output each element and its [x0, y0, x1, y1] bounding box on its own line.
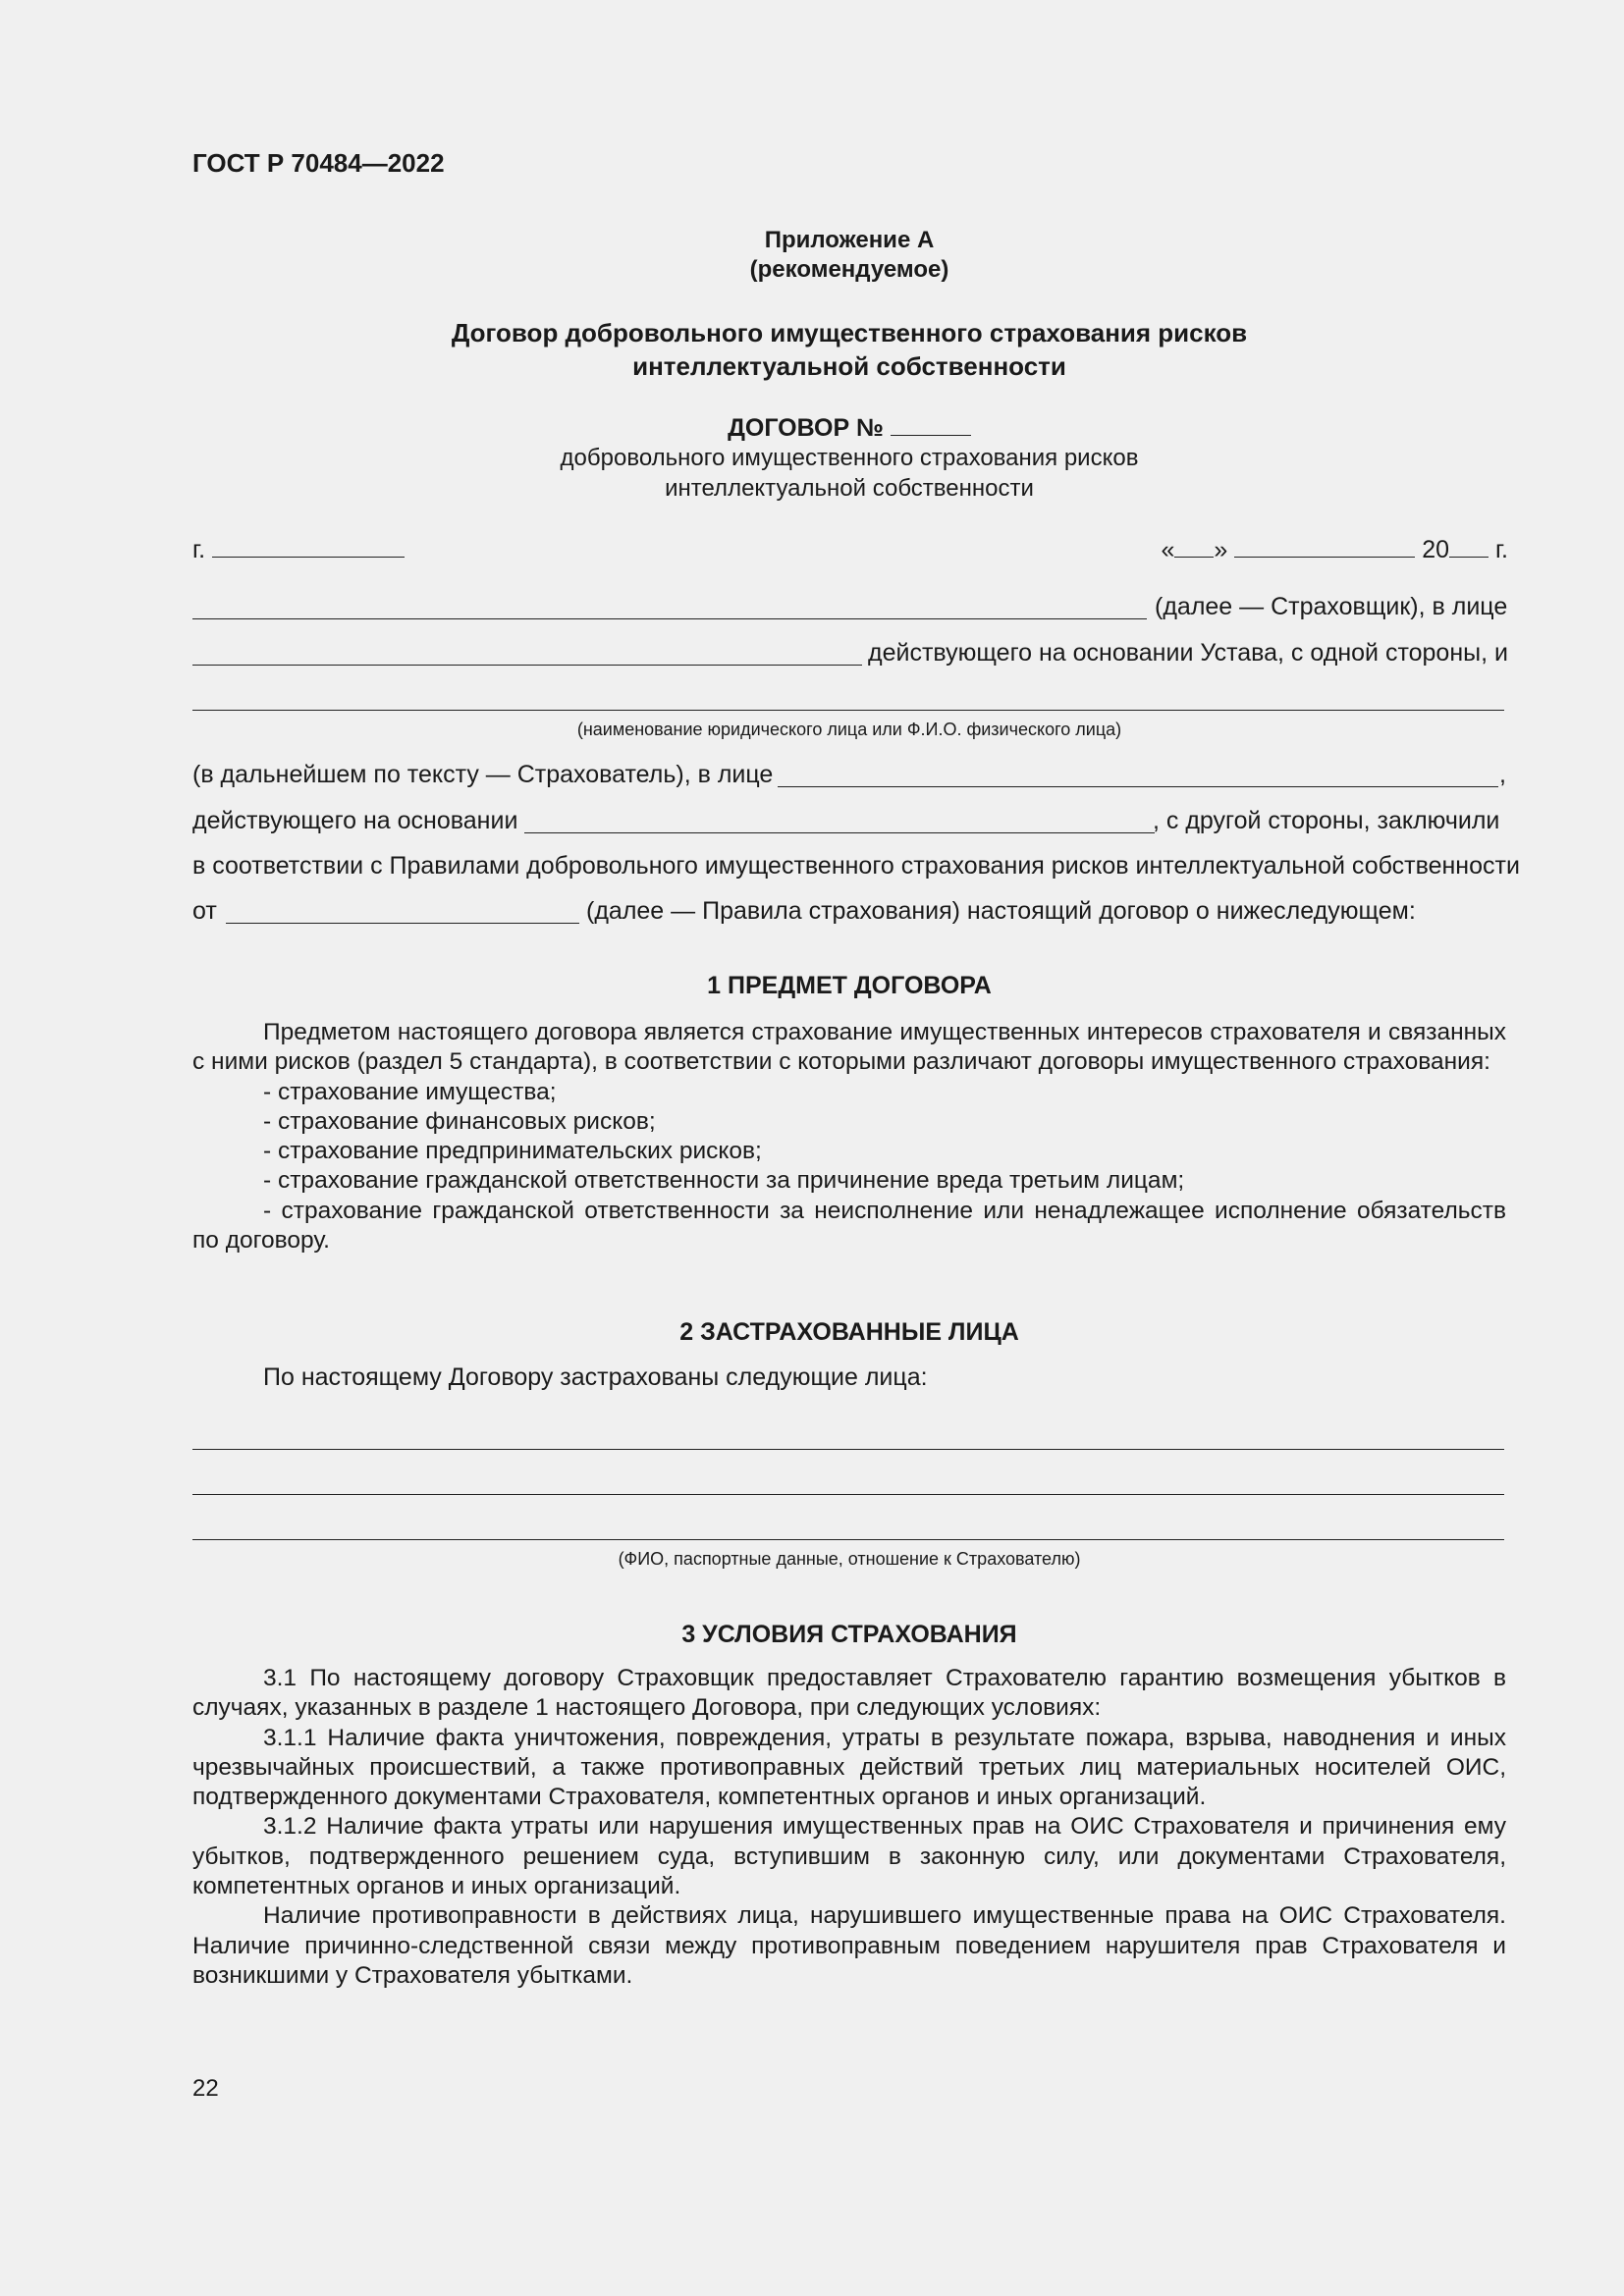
section3-heading: 3 УСЛОВИЯ СТРАХОВАНИЯ [681, 1621, 1017, 1648]
section1-heading: 1 ПРЕДМЕТ ДОГОВОРА [707, 972, 992, 999]
contract-title-line2: интеллектуальной собственности [632, 351, 1066, 381]
section2-heading: 2 ЗАСТРАХОВАННЫЕ ЛИЦА [679, 1318, 1019, 1346]
rules-date-line [226, 923, 579, 924]
insurer-text: (далее — Страховщик), в лице [1155, 593, 1508, 620]
month-blank [1234, 535, 1415, 558]
rules-text: в соответствии с Правилами добровольного имущественного страхования рисков интеллектуальной собственности [192, 852, 1520, 880]
from-text: от [192, 897, 217, 925]
date-open-quote: « [1161, 536, 1175, 563]
contract-number-blank [891, 413, 971, 436]
page-number: 22 [192, 2075, 219, 2102]
section3-paragraph: 3.1 По настоящему договору Страховщик предоставляет Страхователю гарантию возмещения убытков в случаях, указанных в разделе 1 настоящего Договора, при следующих условиях: [192, 1665, 1506, 1722]
section1-item: - страхование гражданской ответственности за причинение вреда третьим лицам; [263, 1167, 1185, 1195]
contract-subtitle-line2: интеллектуальной собственности [665, 475, 1034, 502]
insured-person-line [192, 1494, 1504, 1495]
section3-paragraph: 3.1.2 Наличие факта утраты или нарушения имущественных прав на ОИС Страхователя и причинения ему убытков, подтвержденного решением суда, вступившим в законную силу, или документами Страхователя, компетентных органов и иных организаций. [192, 1813, 1506, 1900]
contract-number-label: ДОГОВОР № [728, 414, 884, 442]
insured-person-line [192, 1539, 1504, 1540]
section1-intro: Предметом настоящего договора является страхование имущественных интересов страхователя и связанных с ними рисков (раздел 5 стандарта), в соответствии с которыми различают договоры имущественного страхования: [192, 1019, 1506, 1076]
insured-representative-line [778, 786, 1498, 787]
city-prefix: г. [192, 536, 206, 563]
other-party-text: , с другой стороны, заключили [1153, 807, 1500, 834]
acting-basis-text: действующего на основании [192, 807, 518, 834]
date-field [1162, 535, 1509, 564]
insured-text: (в дальнейшем по тексту — Страхователь), в лице [192, 761, 774, 788]
standard-designation: ГОСТ Р 70484—2022 [192, 148, 445, 178]
insured-name-line [192, 710, 1504, 711]
year-prefix: 20 [1422, 536, 1450, 563]
insurer-representative-line [192, 665, 862, 666]
date-close-quote: » [1214, 536, 1228, 563]
city-blank [212, 535, 405, 558]
appendix-title: Приложение А [764, 227, 935, 253]
section3-paragraph: Наличие противоправности в действиях лица, нарушившего имущественные права на ОИС Страхователя. Наличие причинно-следственной связи между противоправным поведением нарушителя прав Страхователя и возникшими у Страхователя убытками. [192, 1902, 1506, 1989]
section1-body [192, 1018, 1506, 1255]
section2-hint: (ФИО, паспортные данные, отношение к Страхователю) [618, 1549, 1081, 1569]
section2-intro: По настоящему Договору застрахованы следующие лица: [263, 1363, 928, 1391]
acting-text: действующего на основании Устава, с одной стороны, и [868, 639, 1508, 667]
name-hint: (наименование юридического лица или Ф.И.О. физического лица) [576, 720, 1122, 739]
rules-tail-text: (далее — Правила страхования) настоящий договор о нижеследующем: [586, 897, 1416, 925]
insurer-name-line [192, 618, 1147, 619]
year-suffix: г. [1494, 536, 1508, 563]
insured-comma: , [1499, 761, 1506, 788]
year-blank [1449, 535, 1489, 558]
section1-item: - страхование гражданской ответственности за неисполнение или ненадлежащее исполнение обязательств по договору. [192, 1197, 1506, 1255]
section1-item: - страхование финансовых рисков; [263, 1107, 656, 1135]
section3-body [192, 1664, 1506, 1991]
section1-item: - страхование имущества; [263, 1078, 557, 1105]
contract-number-heading [192, 413, 1506, 443]
contract-title-line1: Договор добровольного имущественного страхования рисков [451, 318, 1248, 347]
insured-person-line [192, 1449, 1504, 1450]
section3-paragraph: 3.1.1 Наличие факта уничтожения, повреждения, утраты в результате пожара, взрыва, наводнения и иных чрезвычайных происшествий, а также противоправных действий третьих лиц материальных носителей ОИС, подтвержденного документами Страхователя, компетентных органов и иных организаций. [192, 1724, 1506, 1811]
day-blank [1174, 535, 1214, 558]
appendix-status: (рекомендуемое) [749, 256, 949, 283]
acting-basis-line [524, 832, 1155, 833]
section1-item: - страхование предпринимательских рисков; [263, 1138, 762, 1165]
city-field [192, 535, 405, 564]
contract-subtitle-line1: добровольного имущественного страхования рисков [560, 445, 1139, 471]
